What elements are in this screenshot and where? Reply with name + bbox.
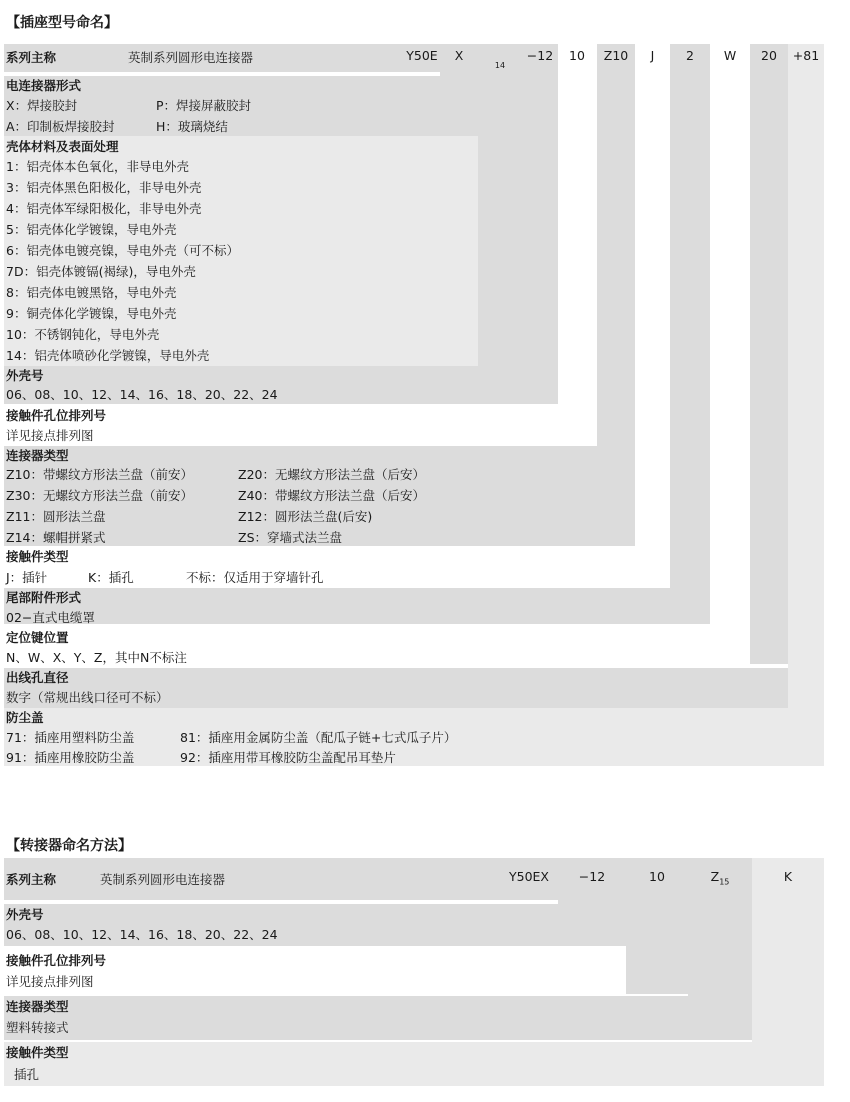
s2-contact-type-values: 插孔	[14, 1067, 40, 1082]
contact-arrangement-note: 详见接点排列图	[6, 428, 94, 443]
series-desc: 英制系列圆形电连接器	[128, 50, 254, 65]
connector-form-a: A：印制板焊接胶封	[6, 119, 115, 134]
contact-arrangement-heading: 接触件孔位排列号	[6, 408, 107, 423]
outlet-diameter-values: 数字（常规出线口径可不标）	[6, 690, 169, 705]
code-81: +81	[792, 48, 820, 63]
shell-material-line: 7D：铝壳体镀镉(褐绿)，导电外壳	[6, 264, 196, 279]
code-12: −12	[526, 48, 554, 63]
connector-type-z14: Z14：螺帽拼紧式	[6, 530, 106, 545]
contact-type-j: J：插针	[6, 570, 48, 585]
s2-shell-size-values: 06、08、10、12、14、16、18、20、22、24	[6, 927, 278, 942]
s2-code-z15	[688, 867, 752, 893]
contact-type-k: K：插孔	[88, 570, 134, 585]
s2-code-10: 10	[649, 869, 665, 884]
connector-type-z11: Z11：圆形法兰盘	[6, 509, 106, 524]
connector-form-p: P：焊接屏蔽胶封	[156, 98, 252, 113]
code-z10: Z10	[603, 48, 629, 63]
connector-type-z12: Z12：圆形法兰盘(后安)	[238, 509, 373, 524]
tail-accessory-heading: 尾部附件形式	[6, 590, 82, 605]
code-14: 14	[494, 61, 506, 70]
connector-form-heading: 电连接器形式	[6, 78, 82, 93]
column-band-81	[788, 44, 824, 766]
shell-material-line: 1：铝壳体本色氧化，非导电外壳	[6, 159, 189, 174]
s2-code-z: Z	[710, 869, 720, 884]
column-band-20	[750, 44, 788, 664]
column-band-14	[478, 44, 522, 404]
shell-material-line: 3：铝壳体黑色阳极化，非导电外壳	[6, 180, 202, 195]
code-x: X	[454, 48, 464, 63]
section1-title: 【插座型号命名】	[6, 15, 118, 31]
dust-cover-92: 92：插座用带耳橡胶防尘盖配吊耳垫片	[180, 750, 396, 765]
s2-contact-arrangement-heading: 接触件孔位排列号	[6, 953, 107, 968]
shell-size-values: 06、08、10、12、14、16、18、20、22、24	[6, 387, 278, 402]
code-w: W	[723, 48, 737, 63]
code-j: J	[650, 48, 655, 63]
s2-code-15: 15	[719, 877, 730, 887]
column-band-2	[670, 44, 710, 624]
code-2: 2	[686, 48, 694, 63]
shell-material-line: 9：铜壳体化学镀镍，导电外壳	[6, 306, 177, 321]
dust-cover-81: 81：插座用金属防尘盖（配瓜子链+七式瓜子片）	[180, 730, 457, 745]
connector-type-heading: 连接器类型	[6, 448, 69, 463]
code-y50e: Y50E	[406, 48, 438, 63]
s2-contact-type-band	[4, 1042, 824, 1086]
shell-size-heading: 外壳号	[6, 368, 44, 383]
s2-code-12: −12	[578, 869, 606, 884]
connector-form-x: X：焊接胶封	[6, 98, 78, 113]
s2-series-label: 系列主称	[6, 872, 57, 887]
s2-shell-size-heading: 外壳号	[6, 907, 44, 922]
connector-type-zs: ZS：穿墙式法兰盘	[238, 530, 342, 545]
shell-material-line: 4：铝壳体军绿阳极化，非导电外壳	[6, 201, 202, 216]
section2-title: 【转接器命名方法】	[6, 838, 132, 854]
shell-material-line: 8：铝壳体电镀黑铬，导电外壳	[6, 285, 177, 300]
outlet-diameter-heading: 出线孔直径	[6, 670, 69, 685]
series-label: 系列主称	[6, 50, 57, 65]
connector-type-z20: Z20：无螺纹方形法兰盘（后安）	[238, 467, 425, 482]
shell-material-heading: 壳体材料及表面处理	[6, 139, 119, 154]
s2-series-desc: 英制系列圆形电连接器	[100, 872, 226, 887]
s2-series-band	[4, 858, 558, 900]
column-band-12	[522, 44, 558, 404]
shell-material-line: 10：不锈钢钝化，导电外壳	[6, 327, 160, 342]
tail-accessory-band	[4, 588, 710, 624]
key-position-heading: 定位键位置	[6, 630, 69, 645]
dust-cover-91: 91：插座用橡胶防尘盖	[6, 750, 135, 765]
s2-code-y50ex: Y50EX	[508, 869, 549, 884]
connector-type-z40: Z40：带螺纹方形法兰盘（后安）	[238, 488, 425, 503]
s2-connector-type-values: 塑料转接式	[6, 1020, 69, 1035]
contact-type-heading: 接触件类型	[6, 549, 69, 564]
s2-contact-type-heading: 接触件类型	[6, 1045, 69, 1060]
code-10: 10	[569, 48, 585, 63]
key-position-values: N、W、X、Y、Z，其中N不标注	[6, 650, 187, 665]
s2-connector-type-band	[4, 996, 752, 1040]
s2-connector-type-heading: 连接器类型	[6, 999, 69, 1014]
shell-material-line: 6：铝壳体电镀亮镍，导电外壳（可不标）	[6, 243, 239, 258]
code-20: 20	[761, 48, 777, 63]
shell-material-line: 14：铝壳体喷砂化学镀镍，导电外壳	[6, 348, 210, 363]
contact-type-none: 不标：仅适用于穿墙针孔	[186, 570, 324, 585]
s2-code-k: K	[783, 869, 793, 884]
s2-contact-arrangement-note: 详见接点排列图	[6, 974, 94, 989]
connector-type-z10: Z10：带螺纹方形法兰盘（前安）	[6, 467, 193, 482]
connector-form-h: H：玻璃烧结	[156, 119, 228, 134]
tail-accessory-values: 02−直式电缆罩	[6, 610, 95, 625]
dust-cover-71: 71：插座用塑料防尘盖	[6, 730, 135, 745]
dust-cover-heading: 防尘盖	[6, 710, 44, 725]
shell-material-line: 5：铝壳体化学镀镍，导电外壳	[6, 222, 177, 237]
connector-type-z30: Z30：无螺纹方形法兰盘（前安）	[6, 488, 193, 503]
